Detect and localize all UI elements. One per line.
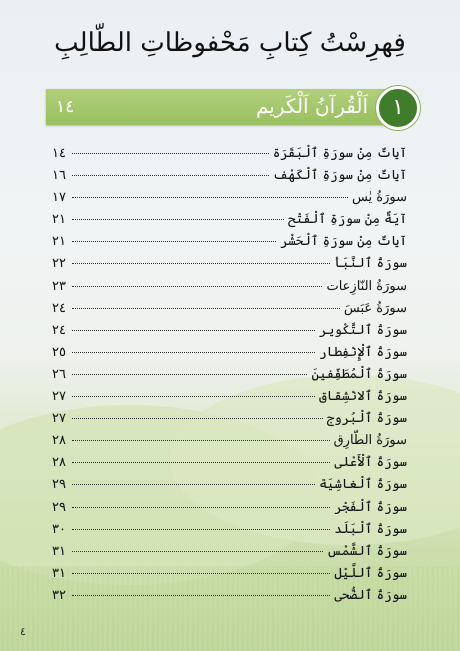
toc-row[interactable] xyxy=(52,500,407,522)
toc-row[interactable] xyxy=(52,256,407,278)
toc-row[interactable] xyxy=(52,566,407,588)
toc-entry-page: ٢٤ xyxy=(52,322,66,338)
toc-entry-page: ٢٧ xyxy=(52,389,66,405)
toc-entry-title: سورَةُ ٱلنَّبَأ xyxy=(334,256,407,272)
toc-row[interactable] xyxy=(52,389,407,411)
toc-entry-page: ٣١ xyxy=(52,543,66,559)
toc-leader-dots xyxy=(72,573,330,574)
toc-row[interactable] xyxy=(52,190,407,212)
toc-leader-dots xyxy=(72,263,330,264)
toc-row[interactable] xyxy=(52,301,407,323)
toc-leader-dots xyxy=(72,440,330,441)
toc-entry-page: ٣١ xyxy=(52,565,66,581)
toc-leader-dots xyxy=(72,175,269,176)
toc-leader-dots xyxy=(72,352,315,353)
toc-leader-dots xyxy=(72,330,315,331)
footer-page-number: ٤ xyxy=(20,625,26,638)
toc-row[interactable] xyxy=(52,433,407,455)
toc-entry-title: سورَةُ عَبَسَ xyxy=(343,300,407,316)
toc-row[interactable] xyxy=(52,477,407,499)
toc-entry-page: ٢٤ xyxy=(52,300,66,316)
toc-entry-page: ٢٢ xyxy=(52,256,66,272)
toc-leader-dots xyxy=(72,153,269,154)
toc-leader-dots xyxy=(72,595,330,596)
toc-entry-title: سورَةُ ٱلْغاشِيَة xyxy=(319,477,407,493)
toc-entry-page: ٢٦ xyxy=(52,366,66,382)
toc-entry-page: ٢٨ xyxy=(52,455,66,471)
toc-entry-title: سورَةُ ٱلْمُطَفِّفينَ xyxy=(311,366,407,382)
toc-entry-title: آيَةٌ مِنْ سورَةِ ٱلْفَتْح xyxy=(287,212,407,228)
toc-entry-title: سورَةُ الطّارِق xyxy=(333,433,407,449)
toc-leader-dots xyxy=(72,418,323,419)
toc-leader-dots xyxy=(72,529,330,530)
toc-entry-title: سورَةُ ٱلشَّمْس xyxy=(326,543,407,559)
toc-row[interactable] xyxy=(52,279,407,301)
toc-entry-title: سورَةُ ٱلْفَجْر xyxy=(334,499,407,515)
toc-entry-page: ١٧ xyxy=(52,190,66,206)
toc-entry-page: ٢١ xyxy=(52,234,66,250)
toc-entry-title: سورَةُ يٰس xyxy=(351,190,407,206)
toc-leader-dots xyxy=(72,374,307,375)
toc-row[interactable] xyxy=(52,323,407,345)
toc-entry-title: آياتٌ مِنْ سورَةِ ٱلْبَقَرَة xyxy=(272,146,407,161)
toc-entry-title: آياتٌ مِنْ سورَةِ ٱلْحَشْر xyxy=(280,234,407,250)
toc-entry-page: ٢٩ xyxy=(52,477,66,493)
toc-entry-page: ٣٠ xyxy=(52,521,66,537)
toc-entry-page: ٣٢ xyxy=(52,587,66,603)
toc-entry-page: ١٤ xyxy=(52,146,66,161)
toc-entry-title: سورَةُ النّازِعات xyxy=(326,278,407,294)
toc-row[interactable] xyxy=(52,455,407,477)
toc-row[interactable] xyxy=(52,234,407,256)
page-title: فِهرِسْتُ كِتابِ مَحْفوظاتِ الطّالِبِ xyxy=(54,28,406,58)
toc-leader-dots xyxy=(72,551,323,552)
toc-entry-title: سورَةُ ٱلتَّكْوير xyxy=(319,322,407,338)
toc-row[interactable] xyxy=(52,588,407,610)
toc-row[interactable] xyxy=(52,345,407,367)
toc-row[interactable] xyxy=(52,212,407,234)
toc-row[interactable] xyxy=(52,544,407,566)
toc-leader-dots xyxy=(72,396,315,397)
table-of-contents xyxy=(52,146,407,610)
toc-row[interactable] xyxy=(52,367,407,389)
toc-entry-title: سورَةُ ٱلْأَعْلى xyxy=(334,455,407,471)
toc-leader-dots xyxy=(72,197,348,198)
toc-entry-title: سورَةُ ٱلانْشِقاق xyxy=(319,389,407,405)
toc-entry-page: ٢٧ xyxy=(52,411,66,427)
toc-leader-dots xyxy=(72,241,276,242)
toc-entry-title: سورَةُ ٱلْبَلَد xyxy=(334,521,407,537)
toc-entry-page: ٢٩ xyxy=(52,499,66,515)
toc-row[interactable] xyxy=(52,522,407,544)
toc-entry-page: ١٦ xyxy=(52,168,66,184)
toc-entry-page: ٢١ xyxy=(52,212,66,228)
toc-leader-dots xyxy=(72,507,330,508)
toc-leader-dots xyxy=(72,462,330,463)
toc-leader-dots xyxy=(72,219,284,220)
toc-entry-title: سورَةُ ٱلْبُروج xyxy=(326,411,407,427)
toc-entry-page: ٢٥ xyxy=(52,344,66,360)
toc-entry-page: ٢٣ xyxy=(52,278,66,294)
toc-entry-title: آياتٌ مِنْ سورَةِ ٱلْكَهْف xyxy=(272,168,407,184)
toc-entry-title: سورَةُ ٱلضُّحى xyxy=(334,587,407,603)
toc-entry-page: ٢٨ xyxy=(52,433,66,449)
section-title: اَلْقُرآنُ اَلْكَريم xyxy=(255,94,368,118)
toc-row[interactable] xyxy=(52,168,407,190)
section-page-number: ١٤ xyxy=(56,97,75,117)
toc-leader-dots xyxy=(72,484,315,485)
toc-entry-title: سورَةُ ٱلْإِنْفِطار xyxy=(319,344,407,360)
toc-leader-dots xyxy=(72,286,322,287)
toc-row[interactable] xyxy=(52,146,407,168)
toc-row[interactable] xyxy=(52,411,407,433)
toc-leader-dots xyxy=(72,308,340,309)
toc-entry-title: سورَةُ ٱللَّيْل xyxy=(334,565,407,581)
section-number-badge: ١ xyxy=(376,86,420,130)
